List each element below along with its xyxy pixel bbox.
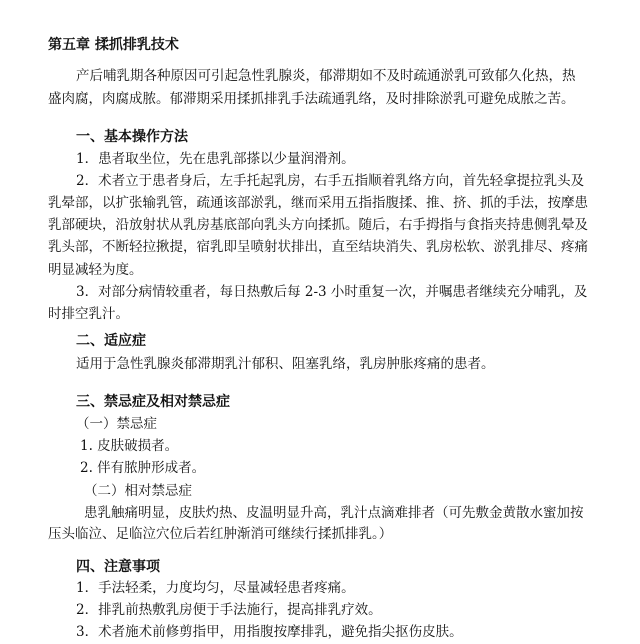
intro-line-1: 产后哺乳期各种原因可引起急性乳腺炎，郁滞期如不及时疏通淤乳可致郁久化热，热 xyxy=(76,67,576,84)
paragraph-line: 3．对部分病情较重者，每日热敷后每 2-3 小时重复一次，并嘱患者继续充分哺乳，及 xyxy=(76,283,588,300)
section-heading-basic-operation: 一、基本操作方法 xyxy=(76,128,188,145)
paragraph-line: 2．术者立于患者身后，左手托起乳房，右手五指顺着乳络方向，首先轻拿提拉乳头及 xyxy=(76,172,585,189)
paragraph-line: 1．患者取坐位，先在患乳部搽以少量润滑剂。 xyxy=(76,150,355,167)
list-item: 2. 伴有脓肿形成者。 xyxy=(80,460,206,477)
paragraph-line: 乳晕部，以扩张输乳管，疏通该部淤乳，继而采用五指指腹揉、推、挤、抓的手法，按摩患 xyxy=(48,195,588,212)
subsection-heading: （二）相对禁忌症 xyxy=(84,482,192,499)
paragraph-line: 明显减轻为度。 xyxy=(48,261,143,278)
chapter-title: 第五章 揉抓排乳技术 xyxy=(48,37,179,53)
section-heading-precautions: 四、注意事项 xyxy=(76,559,160,576)
paragraph-line: 时排空乳汁。 xyxy=(48,306,129,322)
paragraph-line: 乳头部，不断轻拉揪提，宿乳即呈喷射状排出，直至结块消失、乳房松软、淤乳排尽、疼痛 xyxy=(48,239,588,256)
paragraph-line: 2．排乳前热敷乳房便于手法施行，提高排乳疗效。 xyxy=(76,601,382,618)
section-heading-contraindications: 三、禁忌症及相对禁忌症 xyxy=(76,393,230,410)
paragraph-line: 3．术者施术前修剪指甲，用指腹按摩排乳，避免指尖抠伤皮肤。 xyxy=(76,624,463,640)
subsection-heading: （一）禁忌症 xyxy=(76,416,157,432)
paragraph-line: 压头临泣、足临泣穴位后若红肿渐消可继续行揉抓排乳。） xyxy=(48,526,393,542)
paragraph-line: 1．手法轻柔，力度均匀，尽量减轻患者疼痛。 xyxy=(76,579,355,596)
paragraph-line: 患乳触痛明显，皮肤灼热、皮温明显升高，乳汁点滴难排者（可先敷金黄散水蜜加按 xyxy=(84,504,584,521)
section-heading-indications: 二、适应症 xyxy=(76,332,146,349)
list-item: 1. 皮肤破损者。 xyxy=(80,438,179,455)
paragraph-line: 适用于急性乳腺炎郁滞期乳汁郁积、阻塞乳络，乳房肿胀疼痛的患者。 xyxy=(76,355,495,372)
intro-line-2: 盛肉腐，肉腐成脓。郁滞期采用揉抓排乳手法疏通乳络，及时排除淤乳可避免成脓之苦。 xyxy=(48,90,575,107)
paragraph-line: 乳部硬块，沿放射状从乳房基底部向乳头方向揉抓。随后，右手拇指与食指夹持患侧乳晕及 xyxy=(48,217,588,234)
